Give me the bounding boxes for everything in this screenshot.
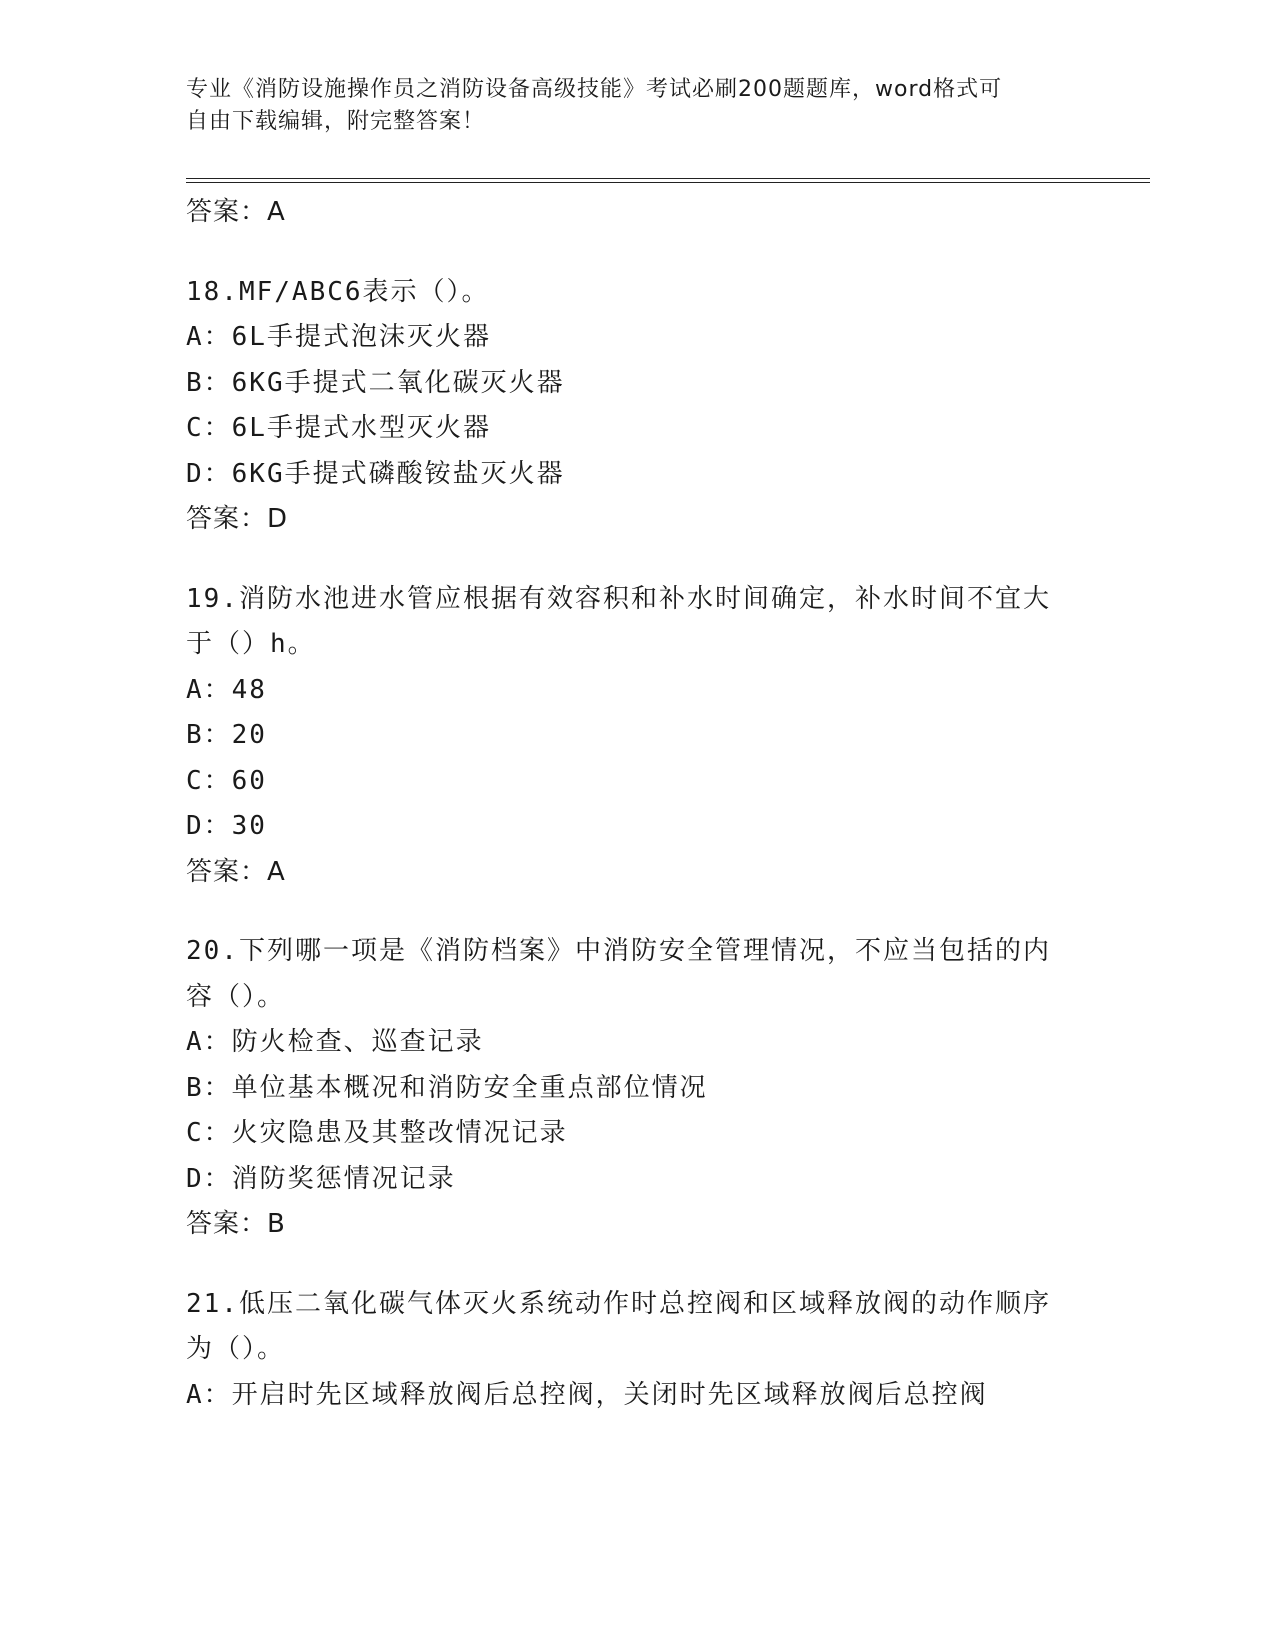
question-18: [186, 270, 1086, 543]
question-stem-continued: 于（）h。: [186, 629, 316, 659]
question-21: [186, 1282, 1086, 1419]
option-c: C：60: [186, 765, 267, 796]
option-a: A：48: [186, 674, 267, 705]
document-body: [186, 190, 1086, 1418]
page-header: [186, 74, 1066, 138]
option-c: C：火灾隐患及其整改情况记录: [186, 1118, 568, 1148]
question-19: [186, 577, 1086, 896]
question-stem: 18.MF/ABC6表示（）。: [186, 276, 490, 307]
option-b: B：6KG手提式二氧化碳灭火器: [186, 367, 565, 398]
header-line-1: 专业《消防设施操作员之消防设备高级技能》考试必刷200题题库，word格式可: [186, 77, 1003, 102]
option-a: A：开启时先区域释放阀后总控阀，关闭时先区域释放阀后总控阀: [186, 1379, 988, 1410]
question-20: [186, 929, 1086, 1248]
option-b: B：单位基本概况和消防安全重点部位情况: [186, 1072, 708, 1103]
option-b: B：20: [186, 720, 267, 750]
option-c: C：6L手提式水型灭火器: [186, 413, 491, 443]
header-divider: [186, 178, 1150, 183]
header-line-2: 自由下载编辑，附完整答案！: [186, 109, 486, 134]
question-stem: 19.消防水池进水管应根据有效容积和补水时间确定，补水时间不宜大: [186, 583, 1051, 614]
option-d: D：6KG手提式磷酸铵盐灭火器: [186, 458, 565, 489]
answer-line: 答案：A: [186, 856, 286, 887]
question-stem: 20.下列哪一项是《消防档案》中消防安全管理情况，不应当包括的内: [186, 936, 1051, 966]
option-a: A：6L手提式泡沫灭火器: [186, 322, 491, 352]
question-stem-continued: 为（）。: [186, 1334, 286, 1364]
option-d: D：30: [186, 811, 267, 841]
option-d: D：消防奖惩情况记录: [186, 1163, 456, 1194]
question-stem: 21.低压二氧化碳气体灭火系统动作时总控阀和区域释放阀的动作顺序: [186, 1288, 1051, 1319]
previous-answer: 答案：A: [186, 197, 286, 227]
answer-line: 答案：D: [186, 504, 289, 534]
question-stem-continued: 容（）。: [186, 981, 286, 1012]
answer-line: 答案：B: [186, 1209, 286, 1239]
option-a: A：防火检查、巡查记录: [186, 1027, 484, 1057]
